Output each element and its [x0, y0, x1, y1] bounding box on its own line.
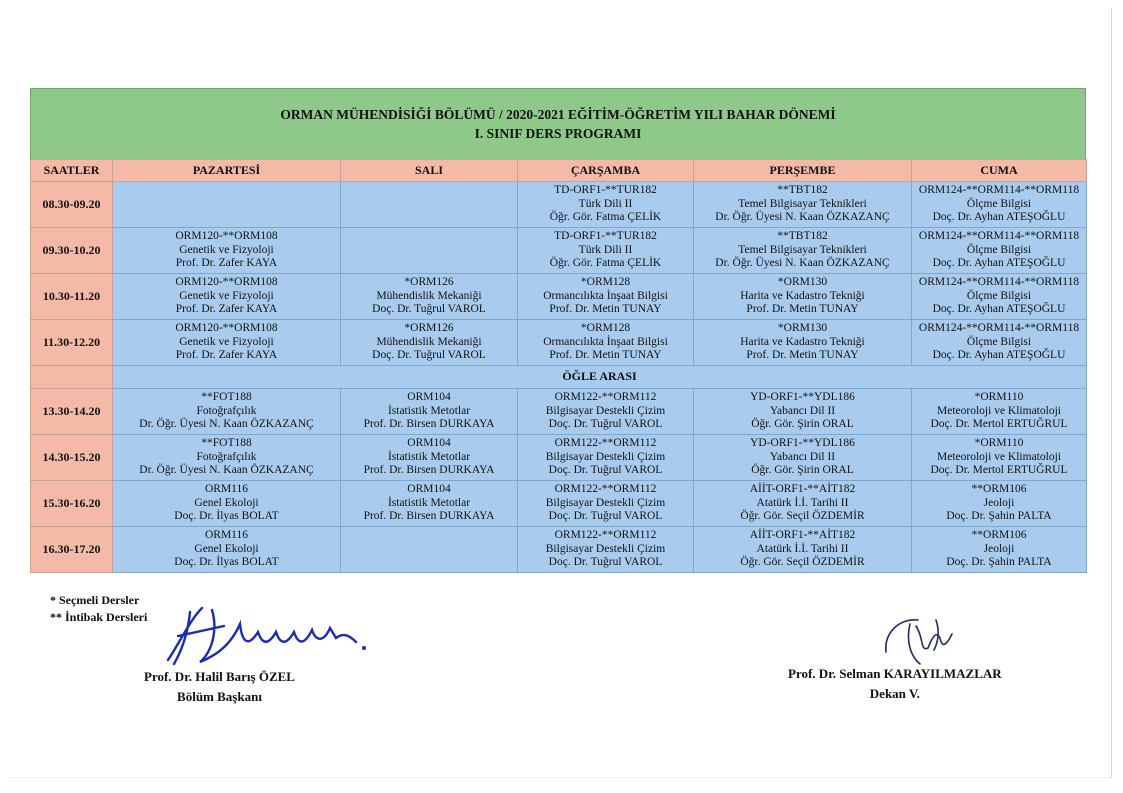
course-name: Genel Ekoloji — [194, 496, 259, 509]
course-name: Temel Bilgisayar Teknikleri — [738, 243, 867, 256]
course-name: İstatistik Metotlar — [387, 450, 471, 463]
course-instructor: Öğr. Gör. Şirin ORAL — [751, 464, 854, 477]
course-code: AİİT-ORF1-**AİT182 — [749, 483, 856, 496]
course-name: Meteoroloji ve Klimatoloji — [937, 450, 1061, 463]
course-name: Atatürk İ.İ. Tarihi II — [756, 496, 849, 509]
signature-left-image — [160, 602, 370, 670]
course-name: Ölçme Bilgisi — [966, 289, 1032, 302]
time-slot: 10.30-11.20 — [31, 274, 113, 320]
course-instructor: Doç. Dr. Tuğrul VAROL — [548, 418, 663, 431]
course-cell — [518, 435, 694, 481]
course-code: ORM124-**ORM114-**ORM118 — [918, 184, 1080, 197]
course-instructor: Prof. Dr. Zafer KAYA — [175, 303, 278, 316]
course-cell — [694, 389, 912, 435]
schedule-row — [31, 389, 1087, 435]
course-instructor: Dr. Öğr. Üyesi N. Kaan ÖZKAZANÇ — [715, 257, 890, 270]
time-slot: 16.30-17.20 — [31, 527, 113, 573]
course-instructor: Prof. Dr. Metin TUNAY — [746, 349, 859, 362]
schedule-row — [31, 182, 1087, 228]
course-cell — [912, 182, 1087, 228]
course-code: *ORM130 — [777, 322, 828, 335]
legend-elective: * Seçmeli Dersler — [50, 593, 140, 607]
course-code: **ORM106 — [971, 483, 1027, 496]
course-code: *ORM130 — [777, 276, 828, 289]
course-code: **FOT188 — [201, 437, 252, 450]
course-instructor: Prof. Dr. Birsen DURKAYA — [363, 464, 495, 477]
course-code: ORM116 — [204, 529, 249, 542]
course-cell — [113, 274, 341, 320]
course-cell — [912, 320, 1087, 366]
course-cell — [113, 527, 341, 573]
course-cell — [518, 274, 694, 320]
time-slot: 13.30-14.20 — [31, 389, 113, 435]
course-cell — [518, 228, 694, 274]
course-instructor: Doç. Dr. Şahin PALTA — [946, 556, 1052, 569]
course-name: Türk Dili II — [578, 243, 633, 256]
course-name: Ormancılıkta İnşaat Bilgisi — [543, 335, 668, 348]
course-code: ORM120-**ORM108 — [175, 322, 278, 335]
page-subtitle: I. SINIF DERS PROGRAMI — [474, 126, 642, 141]
course-cell — [341, 320, 518, 366]
course-instructor: Doç. Dr. Ayhan ATEŞOĞLU — [932, 257, 1066, 270]
signatory-left — [144, 667, 295, 707]
course-cell — [694, 481, 912, 527]
header-wednesday: ÇARŞAMBA — [518, 160, 694, 182]
course-instructor: Doç. Dr. Mertol ERTUĞRUL — [930, 418, 1068, 431]
page-title: ORMAN MÜHENDİSİĞİ BÖLÜMÜ / 2020-2021 EĞİTİM-ÖĞRETİM YILI BAHAR DÖNEMİ — [280, 107, 836, 122]
header-times: SAATLER — [31, 160, 113, 182]
course-code: **ORM106 — [971, 529, 1027, 542]
course-name: İstatistik Metotlar — [387, 404, 471, 417]
course-cell — [518, 527, 694, 573]
course-code: *ORM110 — [974, 437, 1024, 450]
course-code: ORM120-**ORM108 — [175, 230, 278, 243]
course-cell — [694, 182, 912, 228]
course-cell — [518, 389, 694, 435]
course-code: TD-ORF1-**TUR182 — [554, 184, 657, 197]
time-slot: 08.30-09.20 — [31, 182, 113, 228]
course-code: *ORM110 — [974, 391, 1024, 404]
schedule-table — [30, 159, 1087, 573]
course-cell — [113, 389, 341, 435]
course-instructor: Prof. Dr. Metin TUNAY — [549, 349, 662, 362]
signatory-left-name: Prof. Dr. Halil Barış ÖZEL — [144, 669, 295, 684]
course-cell — [341, 389, 518, 435]
course-name: Jeoloji — [983, 542, 1015, 555]
schedule-row — [31, 481, 1087, 527]
course-instructor: Doç. Dr. Tuğrul VAROL — [548, 464, 663, 477]
course-name: Yabancı Dil II — [769, 450, 836, 463]
course-name: Ölçme Bilgisi — [966, 197, 1032, 210]
schedule-row — [31, 228, 1087, 274]
course-instructor: Dr. Öğr. Üyesi N. Kaan ÖZKAZANÇ — [715, 211, 890, 224]
course-instructor: Doç. Dr. İlyas BOLAT — [174, 510, 279, 523]
course-instructor: Doç. Dr. Ayhan ATEŞOĞLU — [932, 303, 1066, 316]
course-name: Genetik ve Fizyoloji — [179, 243, 274, 256]
course-instructor: Öğr. Gör. Şirin ORAL — [751, 418, 854, 431]
course-cell — [694, 527, 912, 573]
course-cell — [694, 320, 912, 366]
course-cell — [341, 228, 518, 274]
title-band — [30, 88, 1086, 159]
course-cell — [912, 435, 1087, 481]
lunch-time-cell — [31, 366, 113, 389]
course-code: YD-ORF1-**YDL186 — [750, 391, 855, 404]
course-name: Mühendislik Mekaniği — [376, 335, 482, 348]
course-instructor: Doç. Dr. Tuğrul VAROL — [548, 556, 663, 569]
course-instructor: Doç. Dr. Tuğrul VAROL — [548, 510, 663, 523]
schedule-row — [31, 527, 1087, 573]
course-code: ORM104 — [407, 483, 451, 496]
course-code: **TBT182 — [777, 230, 828, 243]
time-slot: 15.30-16.20 — [31, 481, 113, 527]
header-monday: PAZARTESİ — [113, 160, 341, 182]
course-instructor: Doç. Dr. Ayhan ATEŞOĞLU — [932, 211, 1066, 224]
course-cell — [912, 274, 1087, 320]
course-name: Fotoğrafçılık — [196, 450, 257, 463]
header-row — [31, 160, 1087, 182]
course-code: *ORM128 — [580, 276, 631, 289]
lunch-break-label: ÖĞLE ARASI — [113, 366, 1087, 389]
course-instructor: Doç. Dr. Şahin PALTA — [946, 510, 1052, 523]
course-cell — [518, 320, 694, 366]
course-cell — [341, 274, 518, 320]
course-name: Genetik ve Fizyoloji — [179, 335, 274, 348]
course-code: ORM124-**ORM114-**ORM118 — [918, 230, 1080, 243]
course-cell — [518, 481, 694, 527]
course-code: *ORM128 — [580, 322, 631, 335]
header-thursday: PERŞEMBE — [694, 160, 912, 182]
course-name: Atatürk İ.İ. Tarihi II — [756, 542, 849, 555]
course-code: ORM116 — [204, 483, 249, 496]
course-name: Mühendislik Mekaniği — [376, 289, 482, 302]
course-name: Ölçme Bilgisi — [966, 335, 1032, 348]
course-instructor: Dr. Öğr. Üyesi N. Kaan ÖZKAZANÇ — [139, 464, 314, 477]
course-cell — [694, 435, 912, 481]
course-instructor: Prof. Dr. Zafer KAYA — [175, 257, 278, 270]
course-instructor: Doç. Dr. Ayhan ATEŞOĞLU — [932, 349, 1066, 362]
signatory-right — [788, 664, 1002, 704]
course-instructor: Dr. Öğr. Üyesi N. Kaan ÖZKAZANÇ — [139, 418, 314, 431]
course-code: **TBT182 — [777, 184, 828, 197]
course-name: Genel Ekoloji — [194, 542, 259, 555]
course-instructor: Öğr. Gör. Fatma ÇELİK — [549, 211, 662, 224]
course-name: Bilgisayar Destekli Çizim — [545, 450, 666, 463]
signatory-right-name: Prof. Dr. Selman KARAYILMAZLAR — [788, 666, 1002, 681]
course-instructor: Prof. Dr. Zafer KAYA — [175, 349, 278, 362]
course-name: Temel Bilgisayar Teknikleri — [738, 197, 867, 210]
signatory-left-title: Bölüm Başkanı — [177, 689, 262, 704]
legend-transfer: ** İntibak Dersleri — [50, 610, 148, 624]
course-cell — [113, 435, 341, 481]
course-cell — [518, 182, 694, 228]
course-instructor: Prof. Dr. Metin TUNAY — [746, 303, 859, 316]
schedule-sheet — [30, 88, 1086, 573]
course-instructor: Prof. Dr. Birsen DURKAYA — [363, 418, 495, 431]
course-instructor: Doç. Dr. Tuğrul VAROL — [372, 303, 486, 316]
header-friday: CUMA — [912, 160, 1087, 182]
signature-right-image — [880, 612, 990, 672]
course-instructor: Doç. Dr. Tuğrul VAROL — [372, 349, 486, 362]
signatory-right-title: Dekan V. — [869, 686, 920, 701]
course-cell — [341, 182, 518, 228]
course-name: Harita ve Kadastro Tekniği — [740, 335, 865, 348]
course-cell — [113, 481, 341, 527]
course-code: AİİT-ORF1-**AİT182 — [749, 529, 856, 542]
course-instructor: Öğr. Gör. Fatma ÇELİK — [549, 257, 662, 270]
course-code: *ORM126 — [404, 276, 454, 289]
schedule-body — [31, 182, 1087, 573]
course-instructor: Prof. Dr. Metin TUNAY — [549, 303, 662, 316]
course-cell — [912, 481, 1087, 527]
course-cell — [341, 435, 518, 481]
course-code: *ORM126 — [404, 322, 454, 335]
course-code: ORM122-**ORM112 — [554, 391, 657, 404]
course-code: ORM124-**ORM114-**ORM118 — [918, 322, 1080, 335]
lunch-row — [31, 366, 1087, 389]
course-cell — [113, 228, 341, 274]
course-cell — [341, 481, 518, 527]
course-code: YD-ORF1-**YDL186 — [750, 437, 855, 450]
course-name: Bilgisayar Destekli Çizim — [545, 496, 666, 509]
course-code: ORM122-**ORM112 — [554, 483, 657, 496]
schedule-row — [31, 320, 1087, 366]
time-slot: 14.30-15.20 — [31, 435, 113, 481]
course-code: ORM120-**ORM108 — [175, 276, 278, 289]
course-name: Bilgisayar Destekli Çizim — [545, 404, 666, 417]
course-code: ORM104 — [407, 391, 451, 404]
course-cell — [912, 527, 1087, 573]
course-name: Ormancılıkta İnşaat Bilgisi — [543, 289, 668, 302]
time-slot: 09.30-10.20 — [31, 228, 113, 274]
time-slot: 11.30-12.20 — [31, 320, 113, 366]
course-instructor: Doç. Dr. Mertol ERTUĞRUL — [930, 464, 1068, 477]
schedule-row — [31, 435, 1087, 481]
course-name: Harita ve Kadastro Tekniği — [740, 289, 865, 302]
course-name: Yabancı Dil II — [769, 404, 836, 417]
course-name: Genetik ve Fizyoloji — [179, 289, 274, 302]
header-tuesday: SALI — [341, 160, 518, 182]
course-instructor: Doç. Dr. İlyas BOLAT — [174, 556, 279, 569]
course-instructor: Prof. Dr. Birsen DURKAYA — [363, 510, 495, 523]
course-name: İstatistik Metotlar — [387, 496, 471, 509]
course-cell — [113, 182, 341, 228]
course-cell — [694, 228, 912, 274]
course-name: Fotoğrafçılık — [196, 404, 257, 417]
course-name: Jeoloji — [983, 496, 1015, 509]
course-instructor: Öğr. Gör. Seçil ÖZDEMİR — [740, 556, 865, 569]
course-name: Türk Dili II — [578, 197, 633, 210]
course-instructor: Öğr. Gör. Seçil ÖZDEMİR — [740, 510, 865, 523]
course-name: Bilgisayar Destekli Çizim — [545, 542, 666, 555]
course-name: Meteoroloji ve Klimatoloji — [937, 404, 1061, 417]
course-cell — [694, 274, 912, 320]
course-cell — [341, 527, 518, 573]
course-code: TD-ORF1-**TUR182 — [554, 230, 657, 243]
course-code: **FOT188 — [201, 391, 252, 404]
course-code: ORM122-**ORM112 — [554, 529, 657, 542]
course-code: ORM124-**ORM114-**ORM118 — [918, 276, 1080, 289]
schedule-row — [31, 274, 1087, 320]
course-cell — [912, 228, 1087, 274]
course-name: Ölçme Bilgisi — [966, 243, 1032, 256]
course-cell — [912, 389, 1087, 435]
course-cell — [113, 320, 341, 366]
legend — [50, 592, 147, 626]
course-code: ORM122-**ORM112 — [554, 437, 657, 450]
course-code: ORM104 — [407, 437, 451, 450]
